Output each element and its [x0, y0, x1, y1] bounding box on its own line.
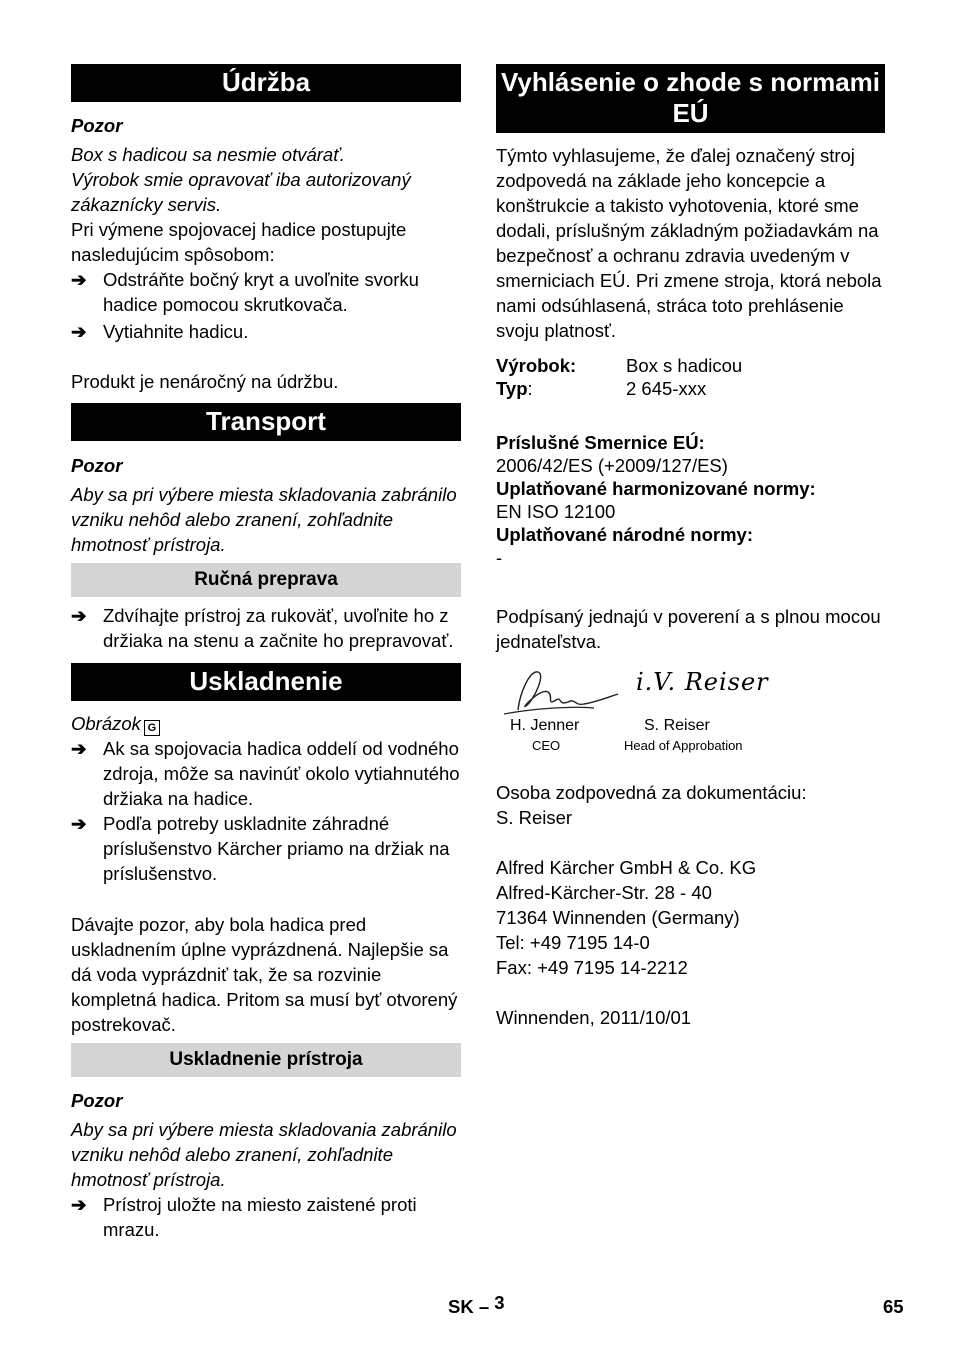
- tel: Tel: +49 7195 14-0: [496, 932, 650, 953]
- signer-2-role: Head of Approbation: [624, 738, 743, 753]
- arrow-right-icon: ➔: [71, 605, 87, 626]
- signer-2-name: S. Reiser: [644, 717, 710, 734]
- figure-label: Obrázok: [71, 713, 141, 734]
- type-colon: :: [527, 378, 533, 399]
- signatures: [496, 662, 885, 762]
- heading-manual-transport: Ručná preprava: [71, 563, 461, 597]
- figure-reference: [71, 711, 461, 736]
- list-item-text: Prístroj uložte na miesto zaistené proti mrazu.: [103, 1194, 417, 1240]
- product-row: [496, 353, 885, 378]
- arrow-right-icon: ➔: [71, 269, 87, 290]
- arrow-right-icon: ➔: [71, 738, 87, 759]
- local-page: 3: [494, 1292, 505, 1313]
- list-item: [71, 267, 461, 317]
- paragraph: Týmto vyhlasujeme, že ďalej označený stroj zodpovedá na základe jeho koncepcie a konštrukcie a takisto vyhotovenia, ktoré sme dodali, príslušným základným požiadavkám na bezpečnosť a ochranu zdravia uvedeným v smerniciach EÚ. Pri zmene stroja, ktorá nebola nami odsúhlasená, stráca toto prehlásenie svoju platnosť.: [496, 145, 882, 341]
- paragraph: Podpísaný jednajú v poverení a s plnou mocou jednateľstva.: [496, 606, 881, 652]
- harmonized-label: Uplatňované harmonizované normy:: [496, 478, 816, 499]
- type-label-wrap: [496, 376, 626, 401]
- caution-text: Výrobok smie opravovať iba autorizovaný zákaznícky servis.: [71, 169, 411, 215]
- type-value: 2 645-xxx: [626, 378, 707, 399]
- signer-1-name: H. Jenner: [510, 717, 580, 734]
- footer-dash: –: [478, 1296, 490, 1317]
- page-footer-local: [448, 1292, 505, 1318]
- company: Alfred Kärcher GmbH & Co. KG: [496, 857, 757, 878]
- arrow-right-icon: ➔: [71, 321, 87, 342]
- caution-label: Pozor: [71, 115, 123, 136]
- type-row: [496, 376, 885, 401]
- heading-device-storage: Uskladnenie prístroja: [71, 1043, 461, 1077]
- product-label: Výrobok:: [496, 355, 577, 376]
- caution-text: Box s hadicou sa nesmie otvárať.: [71, 144, 345, 165]
- heading-maintenance: Údržba: [71, 64, 461, 102]
- list-item-text: Podľa potreby uskladnite záhradné príslušenstvo Kärcher priamo na držiak na príslušenstvo.: [103, 813, 450, 884]
- heading-transport: Transport: [71, 403, 461, 441]
- caution-label: Pozor: [71, 1090, 123, 1111]
- list-item: [71, 1192, 461, 1242]
- caution-text: Aby sa pri výbere miesta skladovania zabránilo vzniku nehôd alebo zranení, zohľadnite hmotnosť prístroja.: [71, 484, 457, 555]
- figure-g-icon: G: [144, 720, 160, 736]
- directives-label: Príslušné Smernice EÚ:: [496, 432, 705, 453]
- place-date: Winnenden, 2011/10/01: [496, 1007, 692, 1028]
- list-item: [71, 319, 461, 344]
- doc-person-label: Osoba zodpovedná za dokumentáciu:: [496, 782, 807, 803]
- list-item: [71, 736, 461, 811]
- left-column: [71, 64, 461, 1242]
- list-item: [71, 811, 461, 886]
- right-column: [496, 64, 885, 1030]
- national-label: Uplatňované národné normy:: [496, 524, 753, 545]
- list-item-text: Vytiahnite hadicu.: [103, 321, 249, 342]
- type-label: Typ: [496, 378, 528, 399]
- city: 71364 Winnenden (Germany): [496, 907, 740, 928]
- list-item-text: Odstráňte bočný kryt a uvoľnite svorku hadice pomocou skrutkovača.: [103, 269, 419, 315]
- doc-person: S. Reiser: [496, 807, 573, 828]
- page-number: 65: [883, 1296, 904, 1317]
- signer-1-role: CEO: [532, 738, 561, 753]
- arrow-right-icon: ➔: [71, 813, 87, 834]
- paragraph: Produkt je nenáročný na údržbu.: [71, 371, 339, 392]
- caution-label: Pozor: [71, 455, 123, 476]
- heading-storage: Uskladnenie: [71, 663, 461, 701]
- product-value: Box s hadicou: [626, 355, 743, 376]
- street: Alfred-Kärcher-Str. 28 - 40: [496, 882, 712, 903]
- caution-text: Aby sa pri výbere miesta skladovania zabránilo vzniku nehôd alebo zranení, zohľadnite hmotnosť prístroja.: [71, 1119, 457, 1190]
- list-item: [71, 603, 461, 653]
- signature-reiser: i.V. Reiser: [636, 668, 769, 696]
- paragraph: Dávajte pozor, aby bola hadica pred uskladnením úplne vyprázdnená. Najlepšie sa dá voda vyprázdniť tak, že sa rozvinie kompletná hadica. Pritom sa musí byť otvorený postrekovač.: [71, 914, 458, 1035]
- heading-declaration: Vyhlásenie o zhode s normami EÚ: [496, 64, 885, 133]
- harmonized-value: EN ISO 12100: [496, 501, 616, 522]
- directives-value: 2006/42/ES (+2009/127/ES): [496, 455, 728, 476]
- arrow-right-icon: ➔: [71, 1194, 87, 1215]
- national-value: -: [496, 547, 503, 568]
- list-item-text: Ak sa spojovacia hadica oddelí od vodného zdroja, môže sa navinúť okolo vytiahnutého držiaka na hadice.: [103, 738, 460, 809]
- list-item-text: Zdvíhajte prístroj za rukoväť, uvoľnite ho z držiaka na stenu a začnite ho prepravovať.: [103, 605, 454, 651]
- language-code: SK: [448, 1296, 474, 1317]
- fax: Fax: +49 7195 14-2212: [496, 957, 688, 978]
- paragraph: Pri výmene spojovacej hadice postupujte nasledujúcim spôsobom:: [71, 219, 407, 265]
